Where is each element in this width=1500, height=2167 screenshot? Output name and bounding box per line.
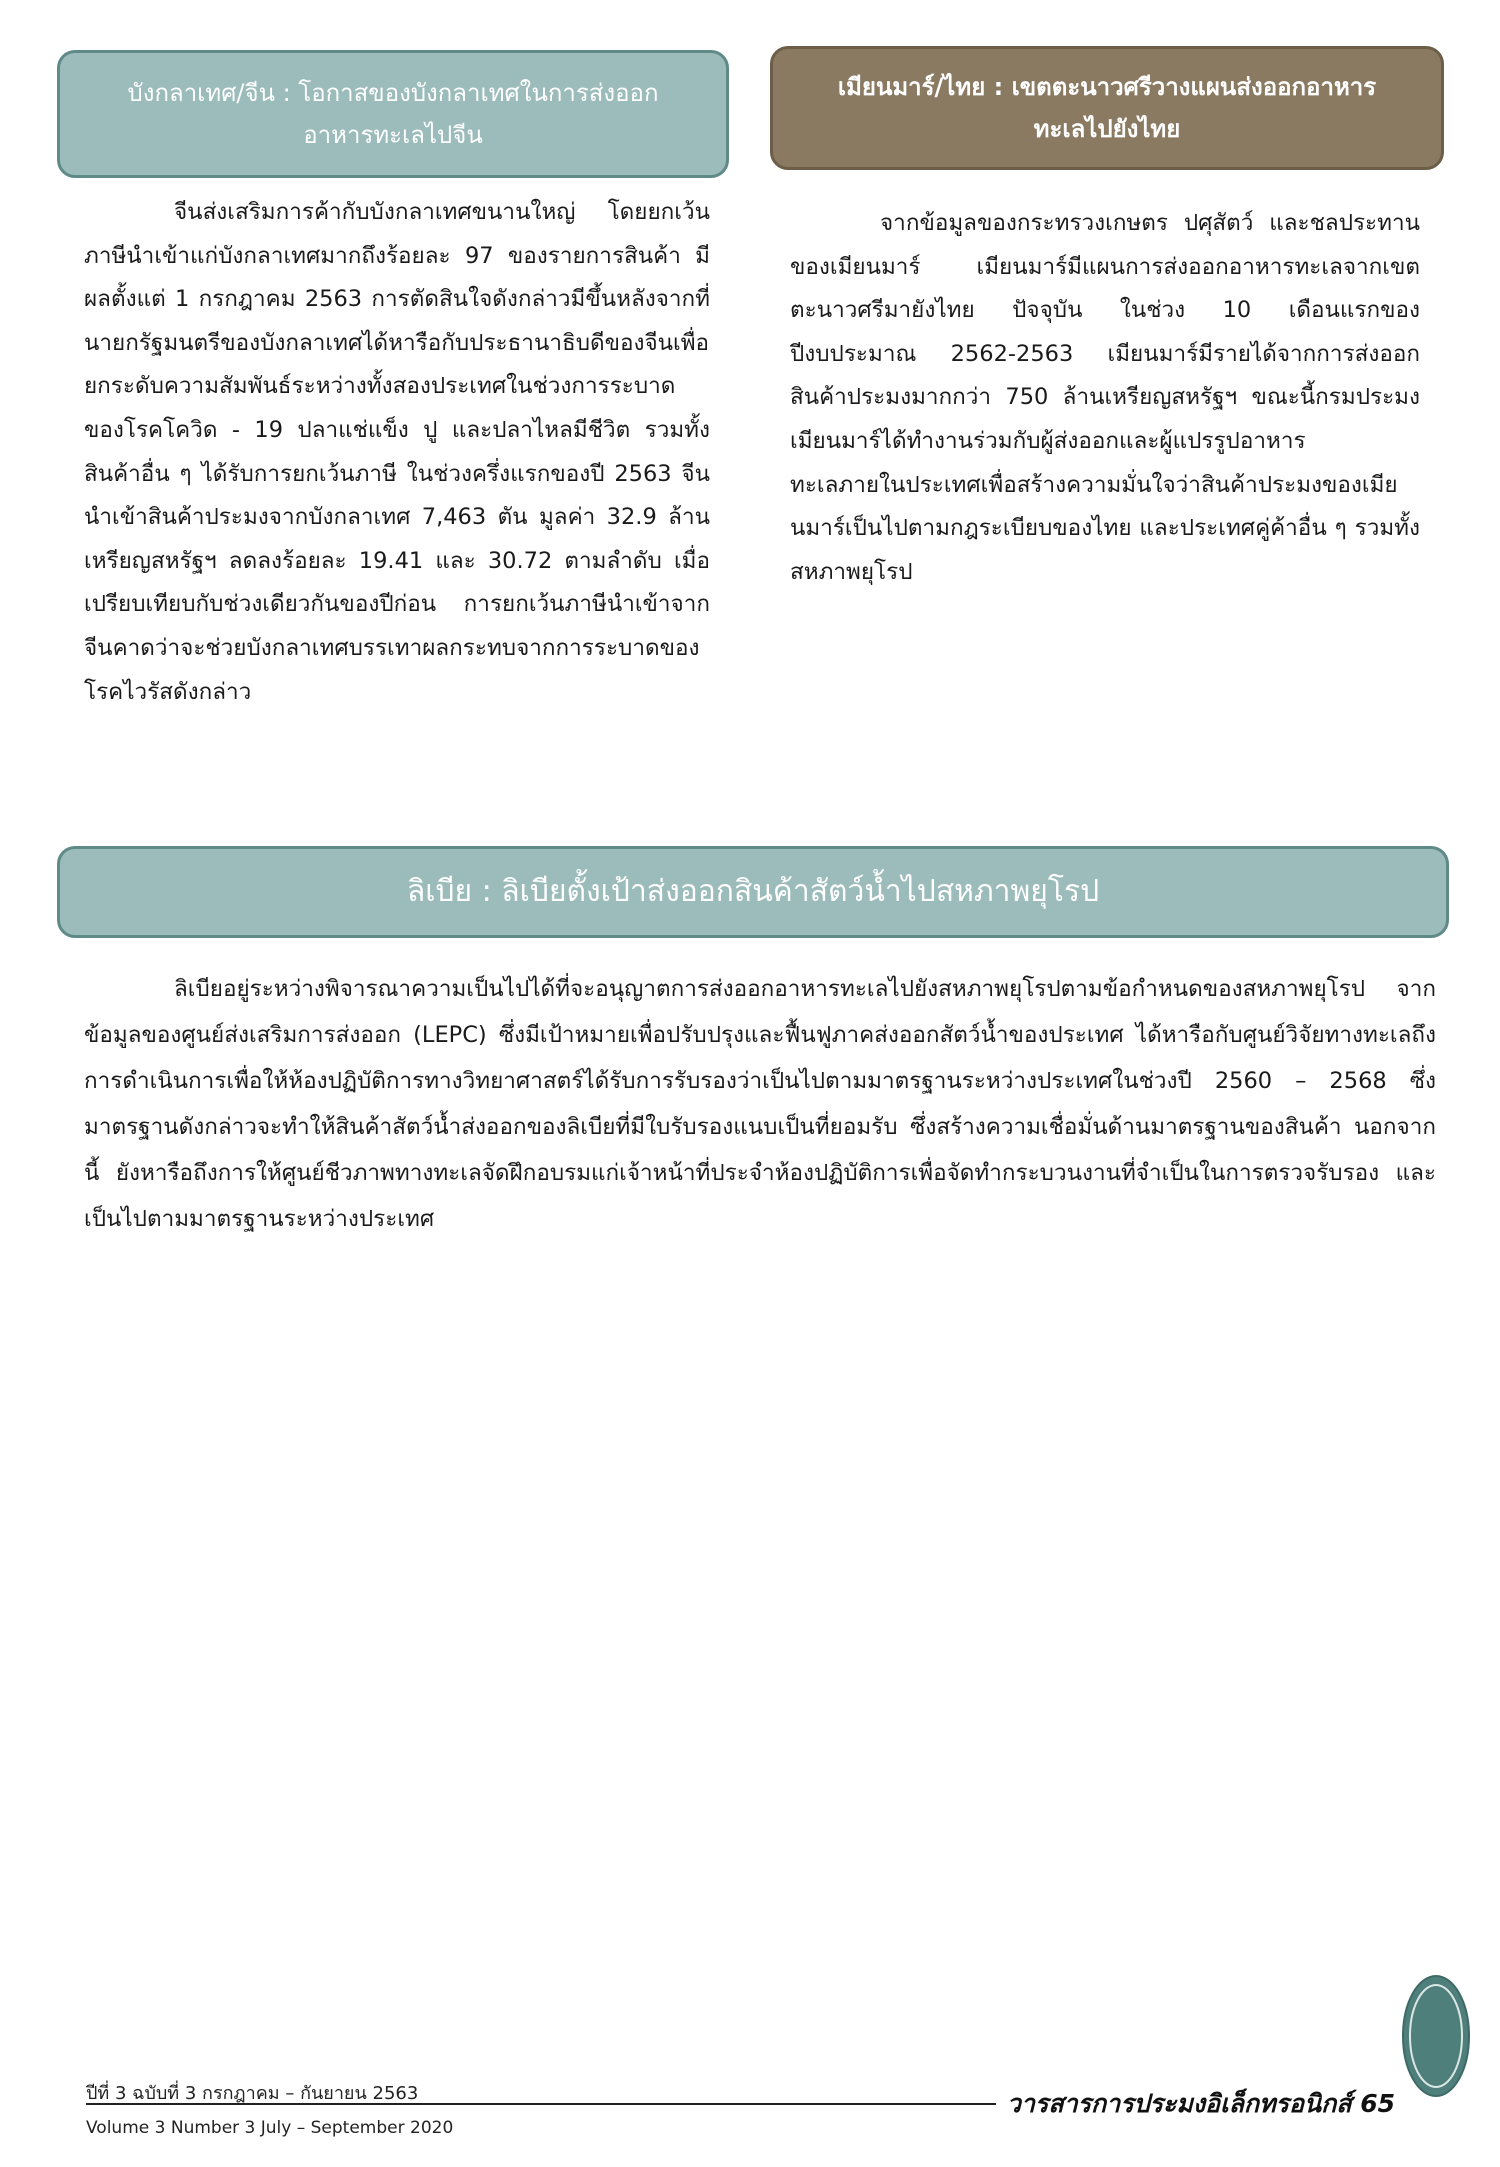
title-line: บังกลาเทศ/จีน : โอกาสของบังกลาเทศในการส่งออก [127,79,659,107]
footer-divider [86,2103,996,2105]
section-header-libya [57,846,1449,938]
page-badge-icon [1400,1972,1472,2100]
title-line: อาหารทะเลไปจีน [303,121,483,149]
title-line: ทะเลไปยังไทย [1033,115,1181,143]
section-header-bangladesh [57,50,729,178]
section-title-myanmar [838,66,1376,150]
journal-name: วารสารการประมงอิเล็กทรอนิกส์ [1006,2089,1352,2118]
article-body-libya: ลิเบียอยู่ระหว่างพิจารณาความเป็นไปได้ที่จะอนุญาตการส่งออกอาหารทะเลไปยังสหภาพยุโรปตามข้อกำหนดของสหภาพยุโรป จากข้อมูลของศูนย์ส่งเสริมการส่งออก (LEPC) ซึ่งมีเป้าหมายเพื่อปรับปรุงและฟื้นฟูภาคส่งออกสัตว์น้ำของประเทศ ได้หารือกับศูนย์วิจัยทางทะเลถึงการดำเนินการเพื่อให้ห้องปฏิบัติการทางวิทยาศาสตร์ได้รับการรับรองว่าเป็นไปตามมาตรฐานระหว่างประเทศในช่วงปี 2560 – 2568 ซึ่งมาตรฐานดังกล่าวจะทำให้สินค้าสัตว์น้ำส่งออกของลิเบียที่มีใบรับรองแนบเป็นที่ยอมรับ ซึ่งสร้างความเชื่อมั่นด้านมาตรฐานของสินค้า นอกจากนี้ ยังหารือถึงการให้ศูนย์ชีวภาพทางทะเลจัดฝึกอบรมแก่เจ้าหน้าที่ประจำห้องปฏิบัติการเพื่อจัดทำกระบวนงานที่จำเป็นในการตรวจรับรอง และเป็นไปตามมาตรฐานระหว่างประเทศ [84,976,1436,1232]
page-number: 65 [1360,2089,1395,2118]
journal-title [1007,2084,1395,2124]
issue-info-thai: ปีที่ 3 ฉบับที่ 3 กรกฎาคม – กันยายน 2563 [86,2083,419,2104]
article-body-bangladesh: จีนส่งเสริมการค้ากับบังกลาเทศขนานใหญ่ โดยยกเว้นภาษีนำเข้าแก่บังกลาเทศมากถึงร้อยละ 97 ของรายการสินค้า มีผลตั้งแต่ 1 กรกฎาคม 2563 การตัดสินใจดังกล่าวมีขึ้นหลังจากที่ นายกรัฐมนตรีของบังกลาเทศได้หารือกับประธานาธิบดีของจีนเพื่อยกระดับความสัมพันธ์ระหว่างทั้งสองประเทศในช่วงการระบาดของโรคโควิด - 19 ปลาแช่แข็ง ปู และปลาไหลมีชีวิต รวมทั้งสินค้าอื่น ๆ ได้รับการยกเว้นภาษี ในช่วงครึ่งแรกของปี 2563 จีนนำเข้าสินค้าประมงจากบังกลาเทศ 7,463 ตัน มูลค่า 32.9 ล้านเหรียญสหรัฐฯ ลดลงร้อยละ 19.41 และ 30.72 ตามลำดับ เมื่อเปรียบเทียบกับช่วงเดียวกันของปีก่อน การยกเว้นภาษีนำเข้าจากจีนคาดว่าจะช่วยบังกลาเทศบรรเทาผลกระทบจากการระบาดของโรคไวรัสดังกล่าว [84,199,710,705]
title-line: เมียนมาร์/ไทย : เขตตะนาวศรีวางแผนส่งออกอาหาร [837,73,1377,101]
section-title-libya: ลิเบีย : ลิเบียตั้งเป้าส่งออกสินค้าสัตว์น้ำไปสหภาพยุโรป [406,873,1100,909]
section-title-bangladesh [128,72,659,156]
section-header-myanmar [770,46,1444,170]
article-body-myanmar: จากข้อมูลของกระทรวงเกษตร ปศุสัตว์ และชลประทานของเมียนมาร์ เมียนมาร์มีแผนการส่งออกอาหารทะเลจากเขตตะนาวศรีมายังไทย ปัจจุบัน ในช่วง 10 เดือนแรกของปีงบประมาณ 2562-2563 เมียนมาร์มีรายได้จากการส่งออกสินค้าประมงมากกว่า 750 ล้านเหรียญสหรัฐฯ ขณะนี้กรมประมงเมียนมาร์ได้ทำงานร่วมกับผู้ส่งออกและผู้แปรรูปอาหารทะเลภายในประเทศเพื่อสร้างความมั่นใจว่าสินค้าประมงของเมียนมาร์เป็นไปตามกฎระเบียบของไทย และประเทศคู่ค้าอื่น ๆ รวมทั้งสหภาพยุโรป [790,210,1420,585]
issue-info-english: Volume 3 Number 3 July – September 2020 [86,2118,454,2138]
